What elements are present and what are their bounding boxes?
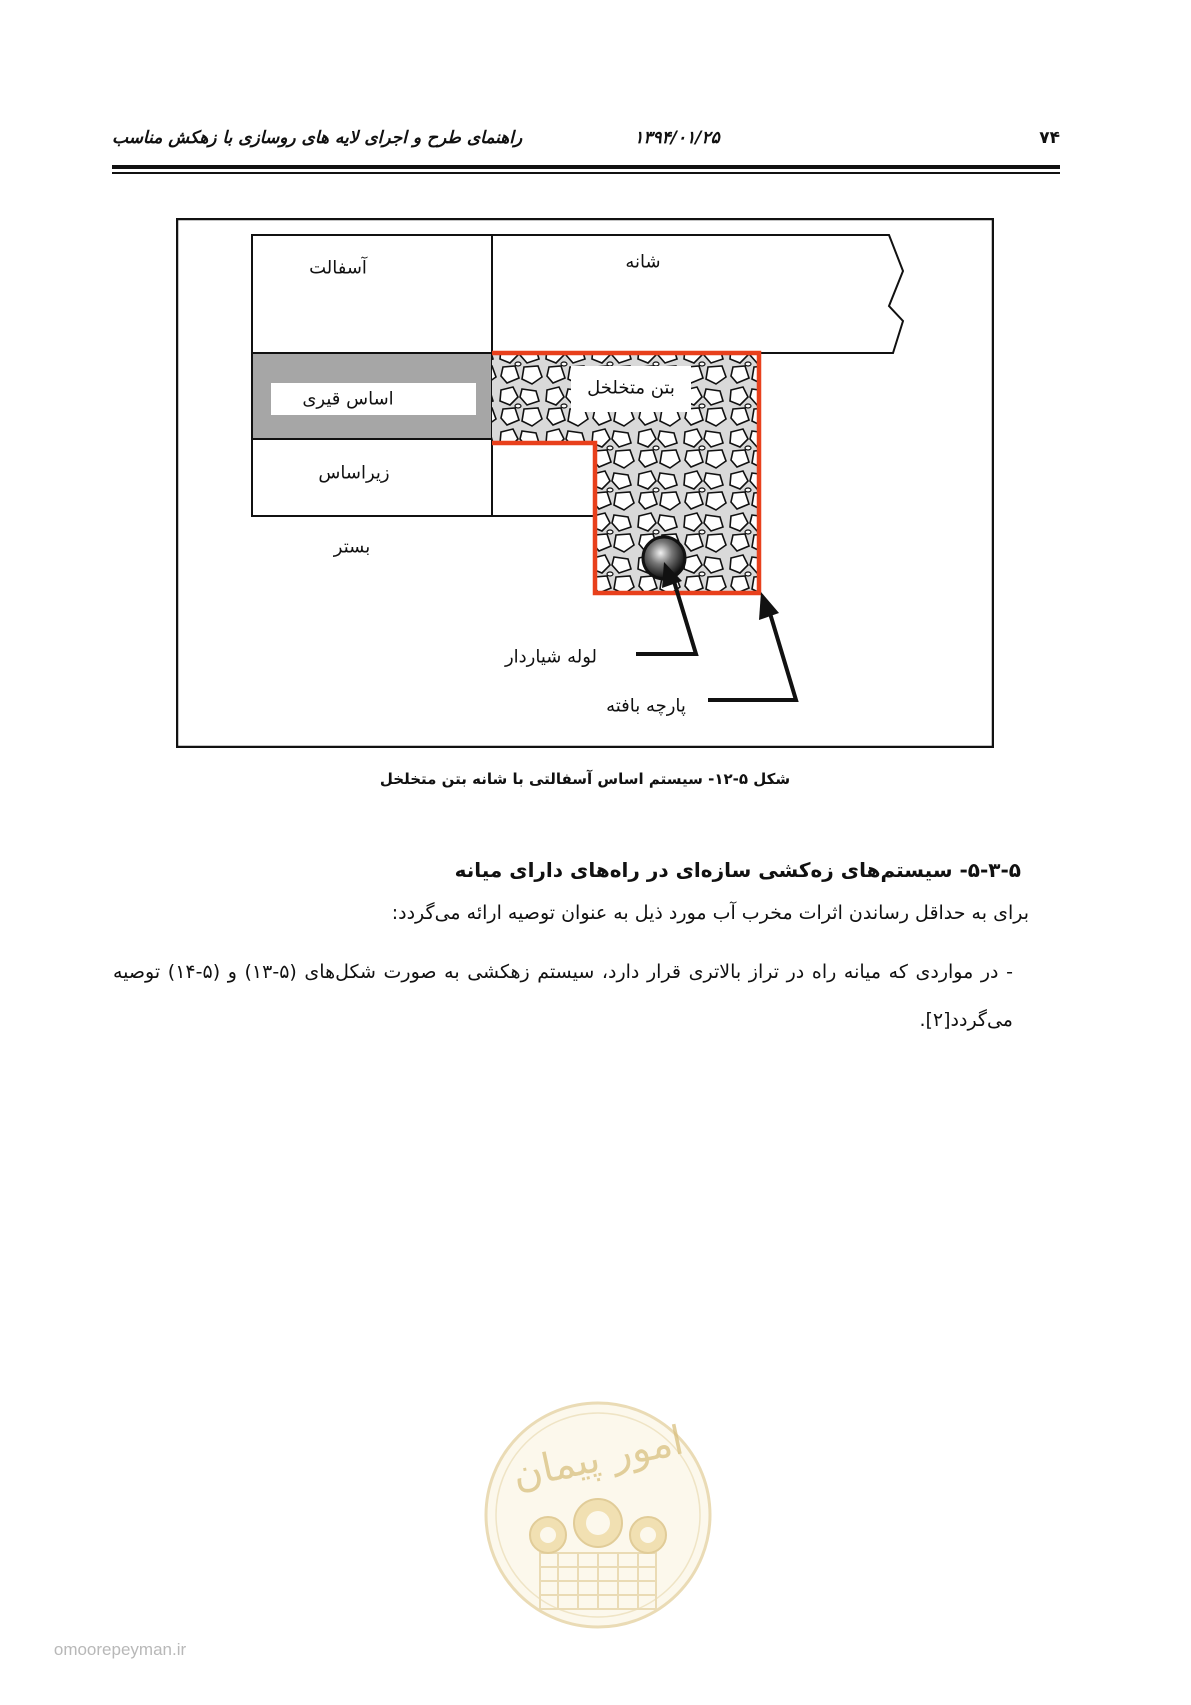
header-rule-thin [112, 172, 1060, 174]
section-heading: ۵-۳-۵- سیستم‌های زه‌کشی سازه‌ای در راه‌های دارای میانه [454, 858, 1021, 882]
label-porous-concrete: بتن متخلخل [587, 377, 675, 399]
header-title: راهنمای طرح و اجرای لایه های روسازی با زهکش مناسب [112, 128, 523, 148]
watermark-logo [478, 1395, 718, 1705]
watermark-calligraphy: امور پیمان [508, 1417, 688, 1499]
label-bitumen-base: اساس قیری [302, 388, 394, 410]
asphalt-layer [252, 235, 492, 353]
label-slotted-pipe: لوله شیاردار [504, 646, 598, 668]
header-date: ۱۳۹۴/۰۱/۲۵ [634, 128, 720, 148]
label-geotextile: پارچه بافته [606, 695, 686, 717]
figure-caption: شکل ۵-۱۲- سیستم اساس آسفالتی با شانه بتن متخلخل [379, 770, 791, 788]
figure-diagram [176, 218, 994, 748]
label-subgrade: بستر [333, 536, 371, 558]
shoulder-layer [492, 235, 903, 353]
header-rule-thick [112, 165, 1060, 169]
label-shoulder: شانه [625, 251, 661, 273]
page-number: ۷۴ [1039, 128, 1060, 148]
label-asphalt: آسفالت [309, 257, 367, 279]
label-subbase: زیراساس [318, 462, 390, 484]
pavement-drainage-figure [176, 218, 994, 748]
watermark-site: omoorepeyman.ir [53, 1640, 187, 1659]
intro-paragraph: برای به حداقل رساندن اثرات مخرب آب مورد ذیل به عنوان توصیه ارائه می‌گردد: [391, 902, 1029, 924]
page-header [112, 128, 1060, 154]
bullet-paragraph: - در مواردی که میانه راه در تراز بالاتری قرار دارد، سیستم زهکشی به صورت شکل‌های (۵-۱۳) و (۵-۱۴) توصیه می‌گردد[۲]. [113, 961, 1013, 1031]
